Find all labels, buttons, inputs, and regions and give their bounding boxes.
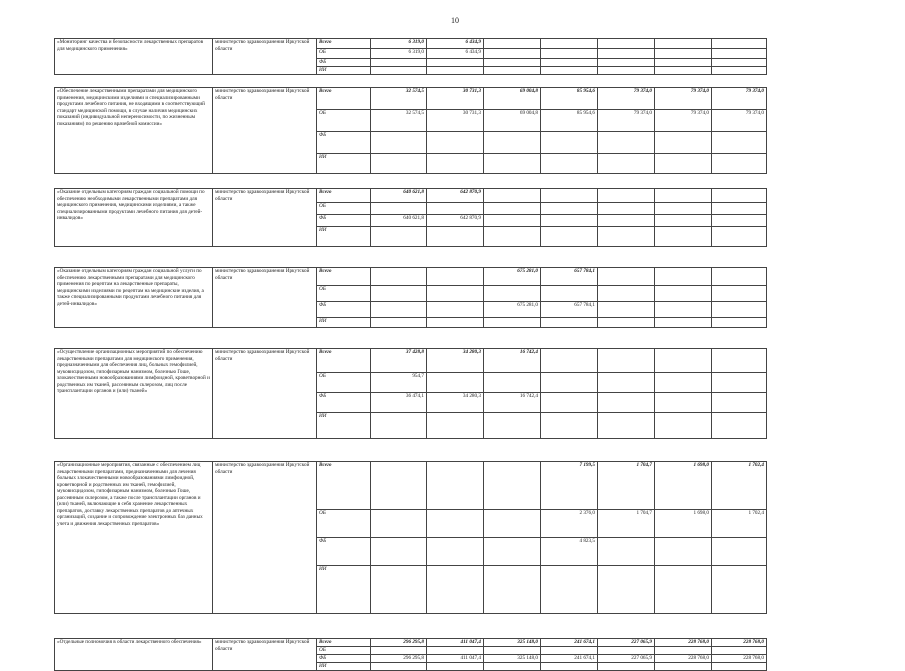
amount-cell xyxy=(541,286,598,302)
amount-cell: 1 704,7 xyxy=(598,510,655,538)
amount-cell xyxy=(712,286,767,302)
amount-cell: 228 768,0 xyxy=(712,655,767,663)
amount-cell: 657 784,1 xyxy=(541,268,598,286)
table-row xyxy=(55,88,767,110)
amount-cell xyxy=(427,566,484,614)
program-name: «Отдельные полномочия в области лекарственного обеспечения» xyxy=(55,639,213,671)
program-executor: министерство здравоохранения Иркутской области xyxy=(213,39,317,75)
amount-cell xyxy=(712,663,767,671)
amount-cell: 1 698,0 xyxy=(655,462,712,510)
funding-source: ОБ xyxy=(317,49,371,59)
row-gap xyxy=(55,439,767,462)
row-gap xyxy=(55,614,767,639)
amount-cell xyxy=(484,647,541,655)
amount-cell xyxy=(541,227,598,247)
amount-cell xyxy=(484,59,541,67)
amount-cell xyxy=(541,215,598,227)
amount-cell xyxy=(712,154,767,174)
amount-cell xyxy=(655,302,712,318)
program-name: «Мониторинг качества и безопасности лекарственных препаратов для медицинского применения» xyxy=(55,39,213,75)
funding-source: Всего xyxy=(317,39,371,49)
amount-cell: 16 742,4 xyxy=(484,393,541,413)
amount-cell: 411 047,4 xyxy=(427,639,484,647)
amount-cell: 79 374,0 xyxy=(655,110,712,132)
amount-cell xyxy=(712,268,767,286)
funding-source: ОБ xyxy=(317,373,371,393)
amount-cell: 228 768,0 xyxy=(712,639,767,647)
funding-source: ИИ xyxy=(317,318,371,328)
amount-cell xyxy=(655,39,712,49)
amount-cell xyxy=(541,203,598,215)
table-row xyxy=(55,189,767,203)
amount-cell xyxy=(427,286,484,302)
amount-cell xyxy=(484,227,541,247)
funding-source: ОБ xyxy=(317,110,371,132)
amount-cell xyxy=(598,268,655,286)
amount-cell xyxy=(712,302,767,318)
amount-cell xyxy=(712,318,767,328)
amount-cell xyxy=(541,349,598,373)
amount-cell xyxy=(371,538,427,566)
amount-cell xyxy=(541,59,598,67)
amount-cell xyxy=(371,462,427,510)
amount-cell xyxy=(484,510,541,538)
amount-cell xyxy=(655,154,712,174)
amount-cell xyxy=(427,538,484,566)
amount-cell: 640 621,8 xyxy=(371,215,427,227)
amount-cell xyxy=(655,49,712,59)
amount-cell xyxy=(655,647,712,655)
amount-cell: 37 428,8 xyxy=(371,349,427,373)
amount-cell xyxy=(371,302,427,318)
amount-cell xyxy=(484,373,541,393)
amount-cell: 36 474,1 xyxy=(371,393,427,413)
funding-source: ИИ xyxy=(317,227,371,247)
amount-cell xyxy=(371,286,427,302)
amount-cell: 642 870,9 xyxy=(427,189,484,203)
amount-cell xyxy=(371,663,427,671)
amount-cell xyxy=(427,462,484,510)
amount-cell xyxy=(598,393,655,413)
program-executor: министерство здравоохранения Иркутской области xyxy=(213,639,317,671)
amount-cell: 79 374,0 xyxy=(598,110,655,132)
amount-cell xyxy=(371,318,427,328)
funding-source: ОБ xyxy=(317,510,371,538)
amount-cell xyxy=(655,189,712,203)
funding-source: ФБ xyxy=(317,215,371,227)
amount-cell: 1 704,7 xyxy=(598,462,655,510)
page-number: 10 xyxy=(451,16,459,25)
amount-cell: 69 004,8 xyxy=(484,110,541,132)
amount-cell xyxy=(598,67,655,75)
amount-cell xyxy=(655,227,712,247)
table-row xyxy=(55,39,767,49)
budget-table xyxy=(54,38,767,671)
amount-cell xyxy=(655,393,712,413)
funding-source: ИИ xyxy=(317,566,371,614)
amount-cell xyxy=(655,373,712,393)
amount-cell: 6 319,0 xyxy=(371,49,427,59)
amount-cell: 79 374,0 xyxy=(655,88,712,110)
funding-source: ФБ xyxy=(317,302,371,318)
amount-cell xyxy=(371,132,427,154)
funding-source: Всего xyxy=(317,639,371,647)
amount-cell: 34 280,3 xyxy=(427,349,484,373)
amount-cell: 79 374,0 xyxy=(712,88,767,110)
amount-cell xyxy=(712,49,767,59)
amount-cell xyxy=(484,413,541,439)
program-name: «Осуществление организационных мероприятий по обеспечению лекарственными препаратами для медицинского применения, предназначенными для обеспечения лиц, больных гемофилией, муковисцидозом, гипофизарным нанизмом, болезнью Гоше, злокачественными новообразованиями лимфоидной, кроветворной и родственных им тканей, рассеянным склерозом, лиц после трансплантации органов и (или) тканей» xyxy=(55,349,213,439)
amount-cell xyxy=(598,538,655,566)
amount-cell xyxy=(655,349,712,373)
amount-cell: 1 702,4 xyxy=(712,462,767,510)
amount-cell xyxy=(598,663,655,671)
amount-cell xyxy=(427,227,484,247)
amount-cell xyxy=(712,349,767,373)
amount-cell xyxy=(427,59,484,67)
funding-source: ФБ xyxy=(317,59,371,67)
amount-cell: 6 434,9 xyxy=(427,49,484,59)
amount-cell: 34 280,3 xyxy=(427,393,484,413)
amount-cell xyxy=(427,647,484,655)
amount-cell xyxy=(541,413,598,439)
amount-cell: 30 731,3 xyxy=(427,88,484,110)
amount-cell xyxy=(541,647,598,655)
program-name: «Оказание отдельным категориям граждан социальной услуги по обеспечению лекарственными препаратами для медицинского применения по рецептам на лекарственные препараты, медицинскими изделиями по рецептам на медицинские изделия, а также специализированными продуктами лечебного питания для детей-инвалидов» xyxy=(55,268,213,328)
funding-source: ОБ xyxy=(317,647,371,655)
amount-cell xyxy=(598,413,655,439)
amount-cell xyxy=(371,59,427,67)
amount-cell: 657 784,1 xyxy=(541,302,598,318)
row-gap xyxy=(55,75,767,88)
funding-source: ФБ xyxy=(317,655,371,663)
amount-cell xyxy=(598,49,655,59)
amount-cell: 6 434,9 xyxy=(427,39,484,49)
amount-cell xyxy=(484,318,541,328)
amount-cell xyxy=(371,413,427,439)
amount-cell xyxy=(427,268,484,286)
amount-cell xyxy=(371,67,427,75)
amount-cell xyxy=(655,203,712,215)
amount-cell: 241 674,1 xyxy=(541,639,598,647)
table-row xyxy=(55,349,767,373)
funding-source: ИИ xyxy=(317,663,371,671)
amount-cell: 241 674,1 xyxy=(541,655,598,663)
program-executor: министерство здравоохранения Иркутской области xyxy=(213,189,317,247)
amount-cell xyxy=(371,510,427,538)
amount-cell xyxy=(427,154,484,174)
amount-cell xyxy=(598,227,655,247)
amount-cell xyxy=(598,566,655,614)
amount-cell: 227 065,9 xyxy=(598,639,655,647)
amount-cell xyxy=(541,318,598,328)
amount-cell xyxy=(598,132,655,154)
amount-cell xyxy=(541,154,598,174)
amount-cell xyxy=(712,647,767,655)
funding-source: Всего xyxy=(317,268,371,286)
amount-cell: 411 047,4 xyxy=(427,655,484,663)
amount-cell xyxy=(712,132,767,154)
amount-cell xyxy=(541,566,598,614)
program-executor: министерство здравоохранения Иркутской области xyxy=(213,462,317,614)
amount-cell xyxy=(427,373,484,393)
program-name: «Обеспечение лекарственными препаратами для медицинского применения, медицинскими изделиями и специализированными продуктами лечебного питания, не входящими в соответствующий стандарт медицинской помощи, в случае наличия медицинских показаний (индивидуальной непереносимости, по жизненным показаниям) по решению врачебной комиссии» xyxy=(55,88,213,174)
amount-cell xyxy=(371,647,427,655)
funding-source: ФБ xyxy=(317,393,371,413)
funding-source: ИИ xyxy=(317,154,371,174)
amount-cell: 296 295,8 xyxy=(371,655,427,663)
amount-cell xyxy=(655,318,712,328)
amount-cell xyxy=(541,393,598,413)
funding-source: Всего xyxy=(317,189,371,203)
amount-cell xyxy=(712,373,767,393)
amount-cell xyxy=(484,203,541,215)
amount-cell xyxy=(655,663,712,671)
amount-cell xyxy=(484,663,541,671)
amount-cell xyxy=(598,373,655,393)
amount-cell xyxy=(598,154,655,174)
funding-source: ИИ xyxy=(317,413,371,439)
amount-cell xyxy=(427,413,484,439)
funding-source: Всего xyxy=(317,462,371,510)
amount-cell: 2 376,0 xyxy=(541,510,598,538)
amount-cell xyxy=(598,318,655,328)
amount-cell xyxy=(598,203,655,215)
amount-cell: 32 574,5 xyxy=(371,88,427,110)
funding-source: ОБ xyxy=(317,203,371,215)
amount-cell xyxy=(598,349,655,373)
amount-cell xyxy=(712,538,767,566)
amount-cell xyxy=(712,413,767,439)
amount-cell xyxy=(598,647,655,655)
amount-cell: 4 823,5 xyxy=(541,538,598,566)
amount-cell: 675 281,0 xyxy=(484,268,541,286)
amount-cell: 296 295,8 xyxy=(371,639,427,647)
amount-cell xyxy=(655,413,712,439)
amount-cell: 1 698,0 xyxy=(655,510,712,538)
amount-cell xyxy=(712,227,767,247)
amount-cell: 85 954,6 xyxy=(541,110,598,132)
amount-cell xyxy=(427,132,484,154)
amount-cell: 6 319,0 xyxy=(371,39,427,49)
funding-source: ИИ xyxy=(317,67,371,75)
amount-cell xyxy=(541,132,598,154)
amount-cell xyxy=(371,203,427,215)
amount-cell: 7 199,5 xyxy=(541,462,598,510)
amount-cell xyxy=(427,318,484,328)
amount-cell xyxy=(484,215,541,227)
funding-source: ОБ xyxy=(317,286,371,302)
funding-source: Всего xyxy=(317,88,371,110)
amount-cell xyxy=(484,154,541,174)
amount-cell xyxy=(541,39,598,49)
amount-cell: 16 742,4 xyxy=(484,349,541,373)
amount-cell xyxy=(712,203,767,215)
amount-cell xyxy=(712,39,767,49)
amount-cell xyxy=(712,189,767,203)
amount-cell: 640 621,8 xyxy=(371,189,427,203)
amount-cell xyxy=(655,215,712,227)
amount-cell xyxy=(484,67,541,75)
program-executor: министерство здравоохранения Иркутской области xyxy=(213,88,317,174)
amount-cell: 325 148,0 xyxy=(484,655,541,663)
row-gap xyxy=(55,174,767,189)
amount-cell xyxy=(712,215,767,227)
amount-cell xyxy=(541,49,598,59)
amount-cell xyxy=(484,49,541,59)
amount-cell xyxy=(712,393,767,413)
amount-cell xyxy=(655,538,712,566)
amount-cell: 954,7 xyxy=(371,373,427,393)
program-name: «Организационные мероприятия, связанные с обеспечением лиц лекарственными препаратами, предназначенными для лечения больных злокачественными новообразованиями лимфоидной, кроветворной и родственных им тканей, гемофилией, муковисцидозом, гипофизарным нанизмом, болезнью Гоше, рассеянным склерозом, а также после трансплантации органов и (или) тканей, включающие в себя хранение лекарственных препаратов, доставку лекарственных препаратов до аптечных организаций, создание и сопровождение электронных баз данных учета и движения лекарственных препаратов» xyxy=(55,462,213,614)
amount-cell xyxy=(598,189,655,203)
amount-cell xyxy=(541,373,598,393)
funding-source: Всего xyxy=(317,349,371,373)
amount-cell: 1 702,4 xyxy=(712,510,767,538)
row-gap xyxy=(55,328,767,349)
table-row xyxy=(55,268,767,286)
amount-cell xyxy=(598,215,655,227)
amount-cell xyxy=(655,268,712,286)
amount-cell xyxy=(427,663,484,671)
amount-cell xyxy=(427,203,484,215)
amount-cell xyxy=(484,462,541,510)
amount-cell xyxy=(541,189,598,203)
amount-cell xyxy=(484,538,541,566)
amount-cell: 30 731,3 xyxy=(427,110,484,132)
amount-cell xyxy=(427,67,484,75)
amount-cell xyxy=(598,286,655,302)
amount-cell xyxy=(541,67,598,75)
amount-cell: 227 065,9 xyxy=(598,655,655,663)
amount-cell xyxy=(484,566,541,614)
amount-cell: 32 574,5 xyxy=(371,110,427,132)
amount-cell xyxy=(371,566,427,614)
amount-cell xyxy=(712,59,767,67)
row-gap xyxy=(55,247,767,268)
amount-cell xyxy=(655,59,712,67)
amount-cell: 675 281,0 xyxy=(484,302,541,318)
amount-cell xyxy=(655,132,712,154)
amount-cell: 85 954,6 xyxy=(541,88,598,110)
amount-cell xyxy=(371,154,427,174)
amount-cell: 228 768,0 xyxy=(655,639,712,647)
amount-cell xyxy=(598,39,655,49)
amount-cell xyxy=(484,286,541,302)
amount-cell xyxy=(712,566,767,614)
amount-cell xyxy=(655,286,712,302)
program-executor: министерство здравоохранения Иркутской области xyxy=(213,349,317,439)
amount-cell xyxy=(484,132,541,154)
amount-cell: 642 870,9 xyxy=(427,215,484,227)
amount-cell xyxy=(484,189,541,203)
amount-cell: 79 374,0 xyxy=(712,110,767,132)
amount-cell xyxy=(598,302,655,318)
amount-cell: 325 148,0 xyxy=(484,639,541,647)
amount-cell: 79 374,0 xyxy=(598,88,655,110)
amount-cell xyxy=(541,663,598,671)
amount-cell xyxy=(655,566,712,614)
amount-cell xyxy=(427,302,484,318)
program-executor: министерство здравоохранения Иркутской области xyxy=(213,268,317,328)
amount-cell: 228 768,0 xyxy=(655,655,712,663)
amount-cell xyxy=(712,67,767,75)
amount-cell xyxy=(484,39,541,49)
amount-cell xyxy=(598,59,655,67)
amount-cell xyxy=(655,67,712,75)
amount-cell xyxy=(371,227,427,247)
funding-source: ФБ xyxy=(317,538,371,566)
program-name: «Оказание отдельным категориям граждан социальной помощи по обеспечению необходимыми лекарственными препаратами для медицинского применения, медицинскими изделиями, а также специализированными продуктами лечебного питания для детей-инвалидов» xyxy=(55,189,213,247)
table-row xyxy=(55,462,767,510)
funding-source: ФБ xyxy=(317,132,371,154)
amount-cell: 69 004,8 xyxy=(484,88,541,110)
amount-cell xyxy=(371,268,427,286)
amount-cell xyxy=(427,510,484,538)
